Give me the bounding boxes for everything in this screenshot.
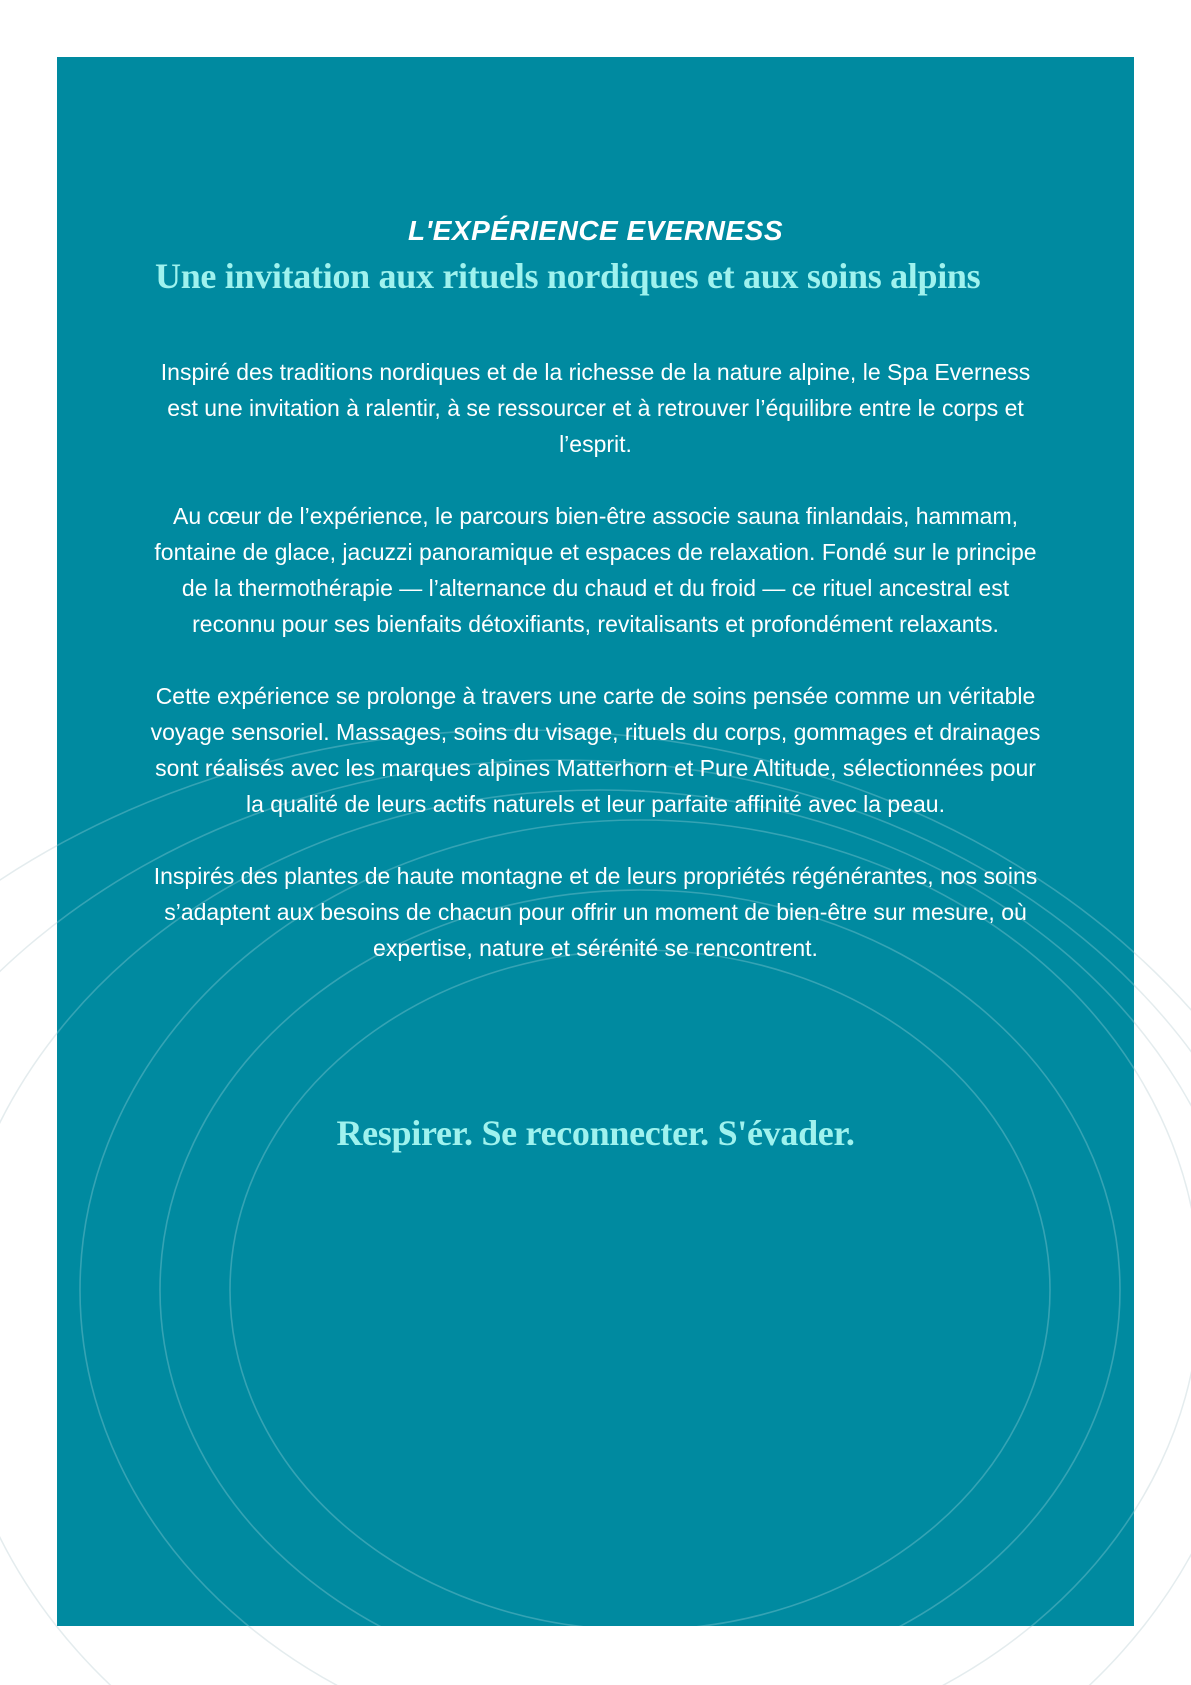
body-text xyxy=(147,354,1044,1002)
tagline: Respirer. Se reconnecter. S'évader. xyxy=(336,1113,855,1153)
section-eyebrow: L'EXPÉRIENCE EVERNESS xyxy=(407,215,784,246)
paragraph-parcours: Au cœur de l’expérience, le parcours bien-être associe sauna finlandais, hammam, fontaine de glace, jacuzzi panoramique et espaces de relaxation. Fondé sur le principe de la thermothérapie — l’alternance du chaud et du froid — ce rituel ancestral est reconnu pour ses bienfaits détoxifiants, revitalisants et profondément relaxants. xyxy=(154,503,1037,637)
paragraph-soins: Cette expérience se prolonge à travers une carte de soins pensée comme un véritable voyage sensoriel. Massages, soins du visage, rituels du corps, gommages et drainages sont réalisés avec les marques alpines Matterhorn et Pure Altitude, sélectionnées pour la qualité de leurs actifs naturels et leur parfaite affinité avec la peau. xyxy=(150,683,1041,817)
page-title: Une invitation aux rituels nordiques et aux soins alpins xyxy=(155,256,981,296)
content-area xyxy=(57,57,1134,1626)
paragraph-plantes: Inspirés des plantes de haute montagne et de leurs propriétés régénérantes, nos soins s’adaptent aux besoins de chacun pour offrir un moment de bien-être sur mesure, où expertise, nature et sérénité se rencontrent. xyxy=(153,863,1038,961)
paragraph-intro: Inspiré des traditions nordiques et de la richesse de la nature alpine, le Spa Everness est une invitation à ralentir, à se ressourcer et à retrouver l’équilibre entre le corps et l’esprit. xyxy=(160,359,1031,457)
content-panel xyxy=(57,57,1134,1626)
